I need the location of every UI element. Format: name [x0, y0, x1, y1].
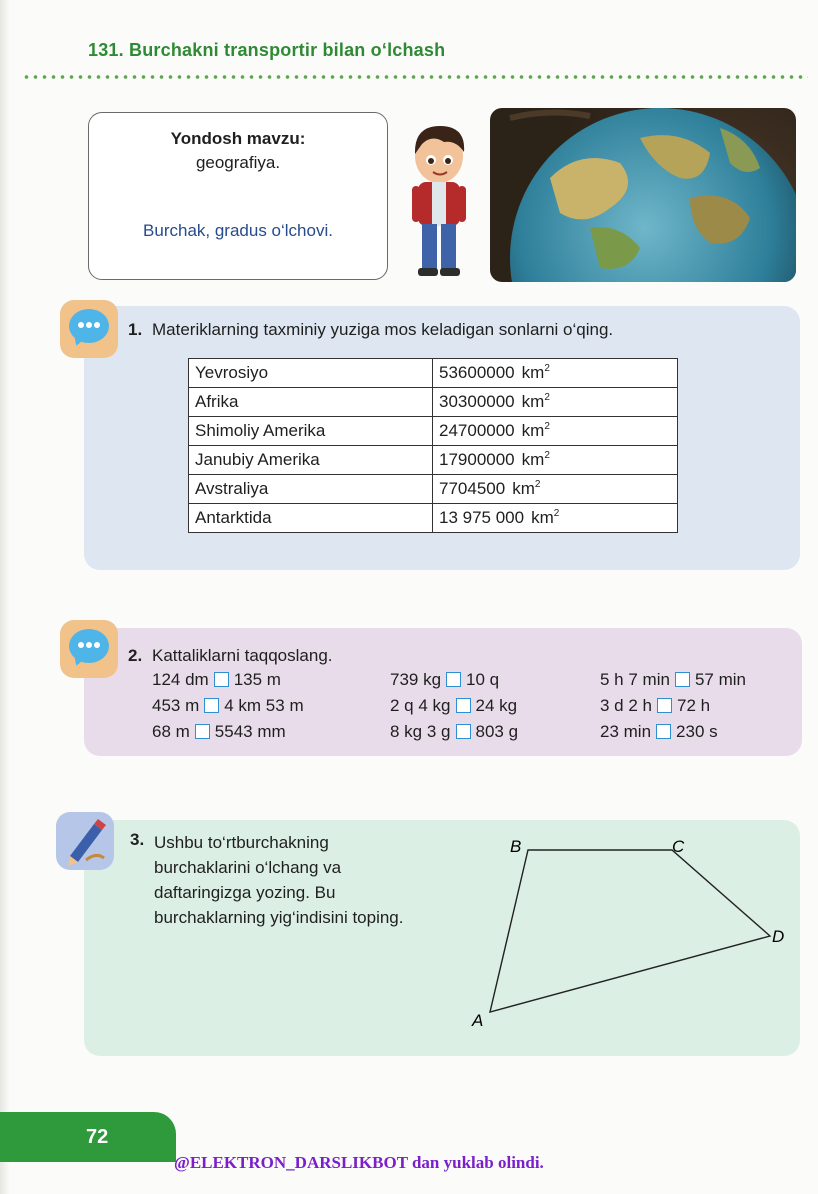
comparison-answer-box[interactable] — [675, 672, 690, 687]
comparison-item — [600, 722, 718, 742]
comparison-answer-box[interactable] — [656, 724, 671, 739]
continent-area — [433, 446, 678, 475]
continent-name: Avstraliya — [189, 475, 433, 504]
comparison-item — [390, 722, 518, 742]
comparison-left: 8 kg 3 g — [390, 722, 451, 741]
comparison-right: 803 g — [475, 722, 519, 741]
comparison-answer-box[interactable] — [456, 698, 471, 713]
area-unit: km — [521, 392, 545, 411]
area-exponent: 2 — [534, 479, 541, 490]
dotted-divider — [22, 74, 808, 80]
continent-name: Shimoliy Amerika — [189, 417, 433, 446]
table-row — [189, 446, 678, 475]
comparison-right: 57 min — [694, 670, 746, 689]
continent-name: Janubiy Amerika — [189, 446, 433, 475]
comparison-item — [152, 696, 304, 716]
continent-name: Afrika — [189, 388, 433, 417]
area-unit: km — [531, 508, 554, 527]
table-row — [189, 475, 678, 504]
comparison-answer-box[interactable] — [214, 672, 229, 687]
task3-line: daftaringizga yozing. Bu — [154, 883, 336, 902]
task3-line: Ushbu to‘rtburchakning — [154, 833, 329, 852]
chat-bubble-icon — [60, 620, 118, 678]
topic-label: Yondosh mavzu: — [170, 129, 306, 148]
page-title: 131. Burchakni transportir bilan o‘lchash — [88, 40, 446, 60]
download-credit: @ELEKTRON_DARSLIKBOT dan yuklab olindi. — [174, 1153, 544, 1172]
comparison-right: 5543 mm — [214, 722, 286, 741]
continent-area — [433, 504, 678, 533]
topic-box — [88, 112, 388, 280]
comparison-answer-box[interactable] — [456, 724, 471, 739]
page-spine-shadow — [0, 0, 10, 1194]
continent-area-table — [188, 358, 678, 533]
task1-number: 1. — [128, 320, 143, 339]
vertex-label-b: B — [510, 837, 522, 856]
pencil-writing-icon — [56, 812, 114, 870]
continent-area — [433, 417, 678, 446]
task2-instruction: Kattaliklarni taqqoslang. — [152, 646, 333, 665]
comparison-answer-box[interactable] — [195, 724, 210, 739]
comparison-left: 124 dm — [152, 670, 209, 689]
quadrilateral-diagram — [460, 830, 800, 1030]
vertex-label-c: C — [672, 837, 685, 856]
comparison-right: 24 kg — [475, 696, 518, 715]
comparison-left: 3 d 2 h — [600, 696, 652, 715]
comparison-item — [390, 696, 517, 716]
comparison-answer-box[interactable] — [657, 698, 672, 713]
comparison-item — [390, 670, 499, 690]
comparison-right: 10 q — [466, 670, 500, 689]
comparison-left: 739 kg — [390, 670, 442, 689]
area-unit: km — [521, 363, 545, 382]
comparison-answer-box[interactable] — [446, 672, 461, 687]
globe-photo — [490, 108, 796, 282]
topic-keywords: Burchak, gradus o‘lchovi. — [143, 221, 333, 240]
comparison-item — [600, 670, 746, 690]
comparison-left: 2 q 4 kg — [390, 696, 451, 715]
page-number: 72 — [86, 1126, 109, 1148]
task3-instruction — [154, 830, 464, 930]
continent-area — [433, 475, 678, 504]
area-exponent: 2 — [544, 421, 550, 432]
continent-area — [433, 359, 678, 388]
comparison-left: 68 m — [152, 722, 190, 741]
vertex-label-a: A — [472, 1011, 484, 1030]
continent-name: Yevrosiyo — [189, 359, 433, 388]
area-value: 7704500 — [439, 479, 506, 498]
continent-area — [433, 388, 678, 417]
area-exponent: 2 — [544, 363, 550, 374]
area-unit: km — [512, 479, 535, 498]
area-exponent: 2 — [544, 392, 550, 403]
quadrilateral-outline — [490, 850, 770, 1012]
chat-bubble-icon — [60, 300, 118, 358]
comparison-right: 135 m — [233, 670, 281, 689]
area-exponent: 2 — [544, 450, 550, 461]
comparison-answer-box[interactable] — [204, 698, 219, 713]
table-row — [189, 388, 678, 417]
area-value: 24700000 — [439, 421, 515, 440]
comparison-right: 4 km 53 m — [224, 696, 304, 715]
area-value: 17900000 — [439, 450, 515, 469]
table-row — [189, 504, 678, 533]
area-value: 13 975 000 — [439, 508, 525, 527]
task3-number: 3. — [130, 830, 145, 849]
area-unit: km — [521, 450, 545, 469]
task1-instruction: Materiklarning taxminiy yuziga mos keladigan sonlarni o‘qing. — [152, 320, 614, 339]
comparison-left: 23 min — [600, 722, 652, 741]
area-exponent: 2 — [553, 508, 560, 519]
task2-number: 2. — [128, 646, 143, 665]
comparison-item — [152, 670, 281, 690]
table-row — [189, 417, 678, 446]
comparison-item — [152, 722, 286, 742]
table-row — [189, 359, 678, 388]
comparison-left: 5 h 7 min — [600, 670, 670, 689]
area-value: 53600000 — [439, 363, 515, 382]
topic-value: geografiya. — [195, 153, 281, 172]
task3-line: burchaklarning yig‘indisini toping. — [154, 908, 404, 927]
comparison-item — [600, 696, 710, 716]
area-value: 30300000 — [439, 392, 515, 411]
comparison-right: 72 h — [677, 696, 711, 715]
comparison-right: 230 s — [676, 722, 718, 741]
comparison-left: 453 m — [152, 696, 200, 715]
boy-illustration — [404, 120, 474, 280]
area-unit: km — [521, 421, 545, 440]
continent-name: Antarktida — [189, 504, 433, 533]
task3-line: burchaklarini o‘lchang va — [154, 858, 342, 877]
vertex-label-d: D — [772, 927, 785, 946]
